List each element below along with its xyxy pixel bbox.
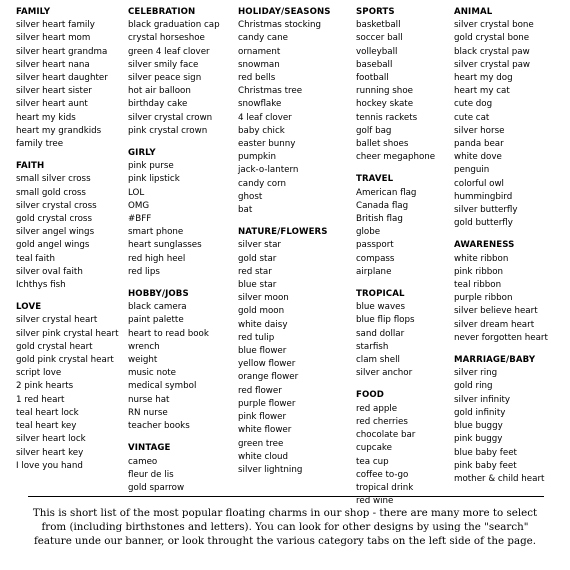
charm-item: chocolate bar [356,430,416,441]
footer-line-2: from (including birthstones and letters). You can look for other designs by using the "search" [41,521,529,533]
charm-item: gold pink crystal heart [16,355,114,366]
category-section [238,221,331,477]
category-title: HOLIDAY/SEASONS [238,7,331,17]
charm-item: cute dog [454,99,493,110]
charm-item: birthday cake [128,99,188,110]
charm-item: ornament [238,46,281,57]
category-title: LOVE [16,302,42,313]
charm-item: soccer ball [356,33,403,44]
charm-item: red bells [238,73,276,84]
charm-item: white ribbon [454,253,509,264]
charm-item: gold crystal heart [16,341,93,352]
charm-item: silver butterfly [454,205,518,216]
charm-item: football [356,73,389,84]
charm-item: clam shell [356,355,400,366]
category-section [16,6,118,151]
charm-item: bat [238,205,253,216]
charm-item: coffee to-go [356,469,409,480]
charm-item: starfish [356,341,389,352]
charm-item: pink flower [238,412,287,423]
charm-item: pink crystal crown [128,125,208,136]
charm-item: baseball [356,59,393,70]
charm-item: ghost [238,191,263,202]
category-section [16,155,118,292]
charm-item: silver infinity [454,394,511,405]
charm-item: gold star [238,253,277,264]
charm-item: pink lipstick [128,174,180,185]
category-title: GIRLY [128,148,156,159]
charm-item: RN nurse [128,407,168,418]
charm-item: snowflake [238,99,282,110]
category-title: AWARENESS [454,240,515,251]
charm-item: silver crystal cross [16,200,97,211]
charm-item: 4 leaf clover [238,112,292,123]
charm-item: gold moon [238,306,285,317]
charm-item: British flag [356,214,403,225]
charm-item: blue baby feet [454,447,517,458]
charm-item: pumpkin [238,152,276,163]
charm-item: silver angel wings [16,227,95,238]
charm-item: teacher books [128,421,190,432]
category-title: FAITH [16,161,45,172]
charm-item: easter bunny [238,139,296,150]
charm-item: hot air balloon [128,86,191,97]
column-5 [454,6,548,490]
charm-item: silver heart lock [16,434,86,445]
charm-item: silver heart daughter [16,73,108,84]
column-2 [128,6,220,499]
category-section [454,234,548,345]
charm-item: silver peace sign [128,73,202,84]
category-title: CELEBRATION [128,7,196,17]
column-4 [356,6,435,512]
charm-item: silver crystal bone [454,20,534,31]
divider-line [28,496,544,497]
charm-item: gold butterfly [454,218,513,229]
charm-item: silver heart grandma [16,46,108,57]
charm-item: Ichthys fish [16,280,66,291]
charm-item: cupcake [356,443,392,454]
category-title: TROPICAL [356,289,405,300]
category-section [356,168,435,279]
charm-item: smart phone [128,227,184,238]
category-title: FAMILY [16,7,51,17]
charm-item: cheer megaphone [356,152,436,163]
charm-item: silver ring [454,368,498,379]
charm-item: orange flower [238,372,299,383]
charm-item: teal ribbon [454,280,502,291]
charm-item: heart my grandkids [16,125,102,136]
charm-item: gold infinity [454,407,506,418]
charm-item: candy corn [238,178,287,189]
charm-item: 2 pink hearts [16,381,74,392]
charm-item: 1 red heart [16,394,65,405]
charm-item: yellow flower [238,359,296,370]
charm-item: tennis rackets [356,112,418,123]
charm-item: teal heart lock [16,407,79,418]
charm-item: fleur de lis [128,469,174,480]
charm-item: silver horse [454,125,505,136]
charm-item: OMG [128,200,150,211]
charm-item: airplane [356,266,392,277]
charm-item: white dove [454,152,502,163]
charm-item: mother & child heart [454,473,545,484]
charm-item: globe [356,227,381,238]
charm-item: pink ribbon [454,266,504,277]
charm-item: script love [16,368,62,379]
charm-item: volleyball [356,46,398,57]
category-title: FOOD [356,390,385,401]
charm-item: gold angel wings [16,240,90,251]
charm-item: small gold cross [16,187,86,198]
charm-item: penguin [454,165,490,176]
charm-item: weight [128,355,158,366]
charm-item: gold sparrow [128,482,185,493]
charm-item: silver moon [238,293,289,304]
charm-item: nurse hat [128,394,170,405]
category-section [238,6,331,217]
charm-item: heart to read book [128,328,209,339]
charm-item: teal faith [16,253,55,264]
charm-item: silver heart key [16,447,84,458]
category-section [128,142,220,279]
charm-item: silver anchor [356,368,413,379]
charm-item: compass [356,253,395,264]
charm-item: green 4 leaf clover [128,46,210,57]
charm-item: silver smily face [128,59,199,70]
charm-item: white cloud [238,451,289,462]
charm-item: silver heart family [16,20,95,31]
category-section [356,384,435,508]
category-title: TRAVEL [356,174,394,185]
charm-item: gold crystal cross [16,214,92,225]
charm-item: silver heart mom [16,33,91,44]
charm-item: black crystal paw [454,46,530,57]
footer-line-1: This is short list of the most popular floating charms in our shop - there are many more to select [32,507,538,519]
charm-item: jack-o-lantern [238,165,299,176]
charm-item: silver lightning [238,464,303,475]
charm-item: crystal horseshoe [128,33,205,44]
category-title: VINTAGE [128,443,171,454]
charm-item: red star [238,266,272,277]
charm-item: silver star [238,240,282,251]
charm-item: running shoe [356,86,413,97]
charm-item: paint palette [128,315,184,326]
column-3 [238,6,331,481]
charm-item: gold ring [454,381,493,392]
category-section [128,283,220,433]
charm-item: green tree [238,438,284,449]
charm-item: silver heart sister [16,86,92,97]
category-title: MARRIAGE/BABY [454,355,536,366]
category-section [454,349,548,486]
charm-item: tea cup [356,456,389,467]
charm-item: family tree [16,139,64,150]
charm-item: blue waves [356,302,405,313]
charm-item: white flower [238,425,292,436]
charm-item: silver heart aunt [16,99,88,110]
charm-item: silver crystal crown [128,112,213,123]
charm-item: silver believe heart [454,306,538,317]
charm-item: heart sunglasses [128,240,202,251]
charm-item: silver crystal heart [16,315,98,326]
charm-item: sand dollar [356,328,405,339]
charm-item: Canada flag [356,200,409,211]
charm-item: black graduation cap [128,20,220,31]
charm-item: hummingbird [454,191,513,202]
charm-item: American flag [356,187,417,198]
charm-item: snowman [238,59,280,70]
charm-item: blue buggy [454,421,503,432]
charm-item: red lips [128,266,160,277]
charm-item: ballet shoes [356,139,409,150]
charm-item: blue flip flops [356,315,415,326]
category-section [16,296,118,473]
charm-item: candy cane [238,33,288,44]
charm-item: purple ribbon [454,293,513,304]
charm-item: red wine [356,496,394,507]
charm-item: purple flower [238,398,296,409]
charm-item: wrench [128,341,160,352]
charm-item: red cherries [356,416,408,427]
charm-item: silver crystal paw [454,59,531,70]
column-1 [16,6,118,477]
charm-item: Christmas stocking [238,20,322,31]
charm-item: red flower [238,385,282,396]
charm-item: pink buggy [454,434,503,445]
charm-item: colorful owl [454,178,504,189]
charm-item: pink baby feet [454,460,517,471]
charm-item: pink purse [128,161,174,172]
charm-item: small silver cross [16,174,91,185]
charm-item: silver heart nana [16,59,90,70]
charm-item: gold crystal bone [454,33,530,44]
category-section [356,283,435,380]
category-section [128,437,220,495]
charm-item: heart my cat [454,86,510,97]
charm-item: heart my kids [16,112,76,123]
charm-item: silver oval faith [16,266,83,277]
charm-item: never forgotten heart [454,332,548,343]
category-title: SPORTS [356,7,395,17]
charm-item: basketball [356,20,401,31]
category-title: HOBBY/JOBS [128,289,189,300]
category-title: ANIMAL [454,7,493,17]
footer-line-3: feature unde our banner, or look throught the various category tabs on the left side of the page. [33,535,537,547]
category-section [128,6,220,138]
charm-item: silver pink crystal heart [16,328,119,339]
charm-item: blue flower [238,346,287,357]
charm-item: panda bear [454,139,504,150]
charm-item: cameo [128,456,158,467]
charm-item: silver dream heart [454,319,535,330]
charm-item: red apple [356,403,398,414]
charm-item: #BFF [128,214,152,225]
charm-item: cute cat [454,112,490,123]
charm-item: tropical drink [356,482,414,493]
charm-item: golf bag [356,125,392,136]
charm-item: baby chick [238,125,285,136]
charm-item: LOL [128,187,145,198]
charm-item: red high heel [128,253,186,264]
charm-item: black camera [128,302,187,313]
charm-item: passport [356,240,394,251]
charm-item: heart my dog [454,73,513,84]
charm-item: medical symbol [128,381,197,392]
category-section [356,6,435,164]
charm-item: music note [128,368,177,379]
charm-item: red tulip [238,332,275,343]
category-section [454,6,548,230]
footer-note [14,506,556,548]
charm-item: I love you hand [16,460,83,471]
charm-item: hockey skate [356,99,414,110]
charm-item: teal heart key [16,421,77,432]
charm-item: Christmas tree [238,86,303,97]
charm-item: blue star [238,280,277,291]
charm-item: white daisy [238,319,288,330]
category-title: NATURE/FLOWERS [238,227,328,238]
